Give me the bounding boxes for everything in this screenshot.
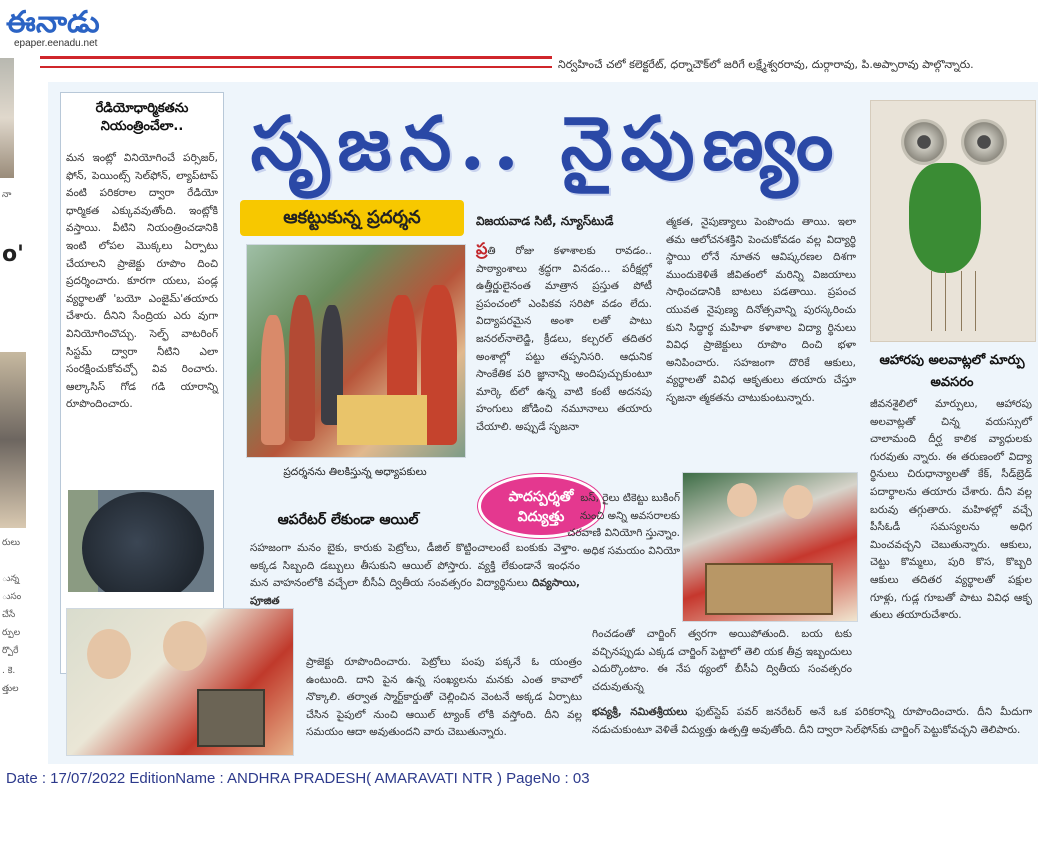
oil-heading: ఆపరేటర్ లేకుండా ఆయిల్ — [277, 512, 419, 528]
eenadu-logo[interactable] — [4, 2, 134, 38]
left-fragment-text: నా — [2, 190, 12, 200]
footstep-student-names: భవ్యశ్రీ, నమితశ్రీయలు — [592, 706, 688, 718]
left-fragment-text: o' — [2, 242, 24, 267]
logo-text: ఈనాడు — [6, 5, 100, 38]
subheadline-badge: ఆకట్టుకున్న ప్రదర్శన — [240, 200, 464, 236]
oil-body — [250, 540, 580, 610]
bubble-line-2: విద్యుత్తు — [517, 509, 565, 525]
left-photo-fragment — [0, 58, 14, 178]
article-column-2: త్మకత, నైపుణ్యాలు పెంపొందు తాయి. ఇలా తమ ఆలోచనశక్తిని పెంచుకోవడం వల్ల విద్యార్థి స్థాయి లోనే నూతన ఆవిష్కరణల దిశగా ముందుకెళితే జీవితంలో మరిన్ని విజయాలు సాధించడానికి బాటలు పడతాయి. ప్రపంచ యువత నైపుణ్య దినోత్సవాన్ని పురస్కరించు కుని సిద్ధార్థ మహిళా కళాశాల విద్యా ర్థినులు వివిధ ప్రాజెక్టులు రూపొం దించి భళా అనిపించారు. సహజంగా దొరికే ఆకులు, వ్యర్థాలతో వివిధ ఆకృతులు తయారు చేస్తూ సృజనా త్మకతను చాటుకుంటున్నారు. — [666, 216, 856, 404]
left-fragment-text: ున్న — [2, 574, 20, 584]
oil-student-names: దివ్యసాయి, పూజిత — [250, 577, 581, 607]
owl-craft-photo — [870, 100, 1036, 342]
left-photo-fragment — [0, 352, 26, 528]
oil-dispenser-photo — [66, 608, 294, 756]
drop-cap: ప్ర — [476, 239, 488, 258]
left-clipped-column — [0, 52, 28, 764]
left-fragment-text: ర్పొరే — [2, 646, 19, 656]
photo-caption: ప్రదర్శనను తిలకిస్తున్న అధ్యాపకులు — [283, 466, 427, 478]
article-text: తి రోజు కళాశాలకు రావడం.. పాఠ్యాంశాలు శ్రద్ధగా వినడం... పరీక్షల్లో ఉత్తీర్ణులైనంత మాత్రాన ప్రస్తుత పోటీ ప్రపంచంలో ఎంపికవ సరిపో వడం లేదు. విద్యాపరమైన అంశా లతో పాటు జనరల్‌నాలెడ్జి, క్రీడలు, కల్చరల్ తదితర అంశాల్లో పట్టు తప్పనిసరి. ఆధునిక సాంకేతిక పరి జ్ఞానాన్ని అందిపుచ్చుకుంటూ మార్కె ట్‌లో ఉన్న వాటి కంటే అదనపు హంగులు జోడించి నమూనాలు తయారు చేయాలి. అప్పుడే సృజనా — [476, 245, 652, 433]
exhibition-photo — [246, 244, 466, 458]
diet-heading: ఆహారపు అలవాట్లలో మార్పు అవసరం — [879, 353, 1025, 390]
left-fragment-text: చేసే — [2, 610, 16, 620]
left-fragment-text: రులు — [2, 538, 20, 548]
sidebar-heading: రేడియోధార్మికతను నియంత్రించేలా.. — [95, 101, 189, 134]
left-fragment-text: ర్పుల — [2, 628, 21, 638]
phone-charging-text: బస్, రైలు టికెట్టు బుకింగ్ నుంచి అన్ని అవసరాలకు చరవాణి వినియోగి స్తున్నాం. అధిక సమయం వినియో — [567, 492, 680, 557]
diet-body: జీవనశైలిలో మార్పులు, ఆహారపు అలవాట్లతో చిన్న వయస్సులో చాలామంది దీర్ఘ కాలిక వ్యాధులకు గురవుతు న్నారు. ఈ తరుణంలో విద్యా ర్థినులు చిరుధాన్యాలతో కేక్, సీడ్‌బ్రెడ్ పదార్థాలను తయారు చేశారు. దీని వల్ల బరువు తగ్గుతారు. మహిళల్లో వచ్చే పీసీఓడీ సమస్యలను అధిగ మించవచ్చని చెబుతున్నారు. ఆకులు, చెట్టు కొమ్మలు, పురి కొస, కొబ్బరి ఆకులు తదితర వ్యర్థాలతో పక్షుల గూళ్లు, గుడ్ల గూబతో పాటు వివిధ ఆకృ తులు తయారుచేశారు. — [870, 398, 1032, 622]
left-fragment-text: ుసం — [2, 592, 22, 602]
headline: సృజన.. నైపుణ్యం — [250, 101, 842, 187]
article-column-1 — [476, 240, 652, 437]
left-fragment-text: త్తుల — [2, 684, 19, 694]
footstep-body: గించడంతో చార్జింగ్ త్వరగా అయిపోతుంది. బయ టకు వచ్చినప్పుడు ఎక్కడ చార్జింగ్ పెట్టాలో తెలి యక తీవ్ర ఇబ్బందులు ఎదుర్కొంటాం. ఈ నేప థ్యంలో బీసీఏ ద్వితీయ సంవత్సరం చదువుతున్న — [592, 628, 852, 693]
footstep-text: ఫుట్‌స్టెప్ పవర్ జనరేటర్ అనే ఒక పరికరాన్ని రూపొందించారు. దీని మీదుగా నడుచుకుంటూ వెళితే విద్యుత్తు ఉత్పత్తి అవుతోంది. దీని ద్వారా సెల్‌ఫోన్‌కు చార్జింగ్ పెట్టుకోవచ్చని తెలిపారు. — [592, 706, 1032, 736]
dateline: విజయవాడ సిటీ, న్యూస్‌టుడే — [476, 214, 614, 228]
bubble-line-1: పాదస్పర్శతో — [508, 489, 574, 505]
oil-text: సహజంగా మనం బైకు, కారుకు పెట్రోలు, డీజిల్ కొట్టించాలంటే బంకుకు వెళ్తాం. అక్కడ సిబ్బంది డబ్బులు తీసుకుని ఆయిల్ పోస్తారు. వ్యక్తి లేకుండానే ఇంధనం మన వాహనంలోకి వచ్చేలా బీసీఏ ద్వితీయ సంవత్సరం విద్యార్థినులు — [250, 542, 580, 590]
sidebar-body: మన ఇంట్లో వినియోగించే పర్సిజర్, ఫోన్, పెయింట్స్ సెల్‌ఫోన్, ల్యాప్‌టాప్ వంటి పరికరాల ద్వారా రేడియో ధార్మికత ఎక్కువవుతోంది. ఇంట్లోకి వస్తాయి. వీటిని నియంత్రించడానికి ఇంటి లోపల మొక్కలు ఏర్పాటు చేయాలని ప్రాజెక్టు రూపొం దించి ప్రదర్శించారు. కూరగా యలు, పండ్ల వ్యర్థాలతో 'బయో ఎంజైమ్'తయారు చేశారు. దీనిని సేంద్రియ ఎరు వుగా వినియోగించొచ్చు. సెల్ఫ్ వాటరింగ్ సిస్టమ్ ద్వారా నీటిని ఎలా సంరక్షించుకోవచ్చో వివ రించారు. ఆల్కాసిస్ గోడ గడి యారాన్ని రూపొందించారు. — [66, 152, 218, 411]
clock-project-photo — [68, 490, 214, 592]
header-rule — [40, 56, 552, 68]
oil-body-continued: ప్రాజెక్టు రూపొందించారు. పెట్రోలు పంపు పక్కనే ఓ యంత్రం ఉంటుంది. దాని పైన ఉన్న సంఖ్యలను మనకు ఎంత కావాలో నొక్కాలి. తర్వాత స్మార్ట్‌కార్డుతో చెల్లించిన వెంటనే అక్కడ ఏర్పాటు చేసిన పైపులో నుంచి ఆయిల్ ట్యాంక్ లోకి వస్తోంది. దీని వల్ల సమయం ఆదా అవుతుందని వారు చెబుతున్నారు. — [306, 656, 582, 739]
footstep-generator-photo — [682, 472, 858, 622]
site-url[interactable]: epaper.eenadu.net — [14, 38, 98, 49]
left-fragment-text: . కె. — [2, 666, 16, 676]
footstep-body-continued — [592, 704, 1032, 739]
edition-footer: Date : 17/07/2022 EditionName : ANDHRA PRADESH( AMARAVATI NTR ) PageNo : 03 — [6, 770, 590, 787]
top-line-text: నిర్వహించే చలో కలెక్టరేట్, ధర్నాచౌక్‌లో జరిగే లక్ష్మేశ్వరరావు, దుర్గారావు, పి.అప్పారావు పాల్గొన్నారు. — [558, 58, 974, 71]
